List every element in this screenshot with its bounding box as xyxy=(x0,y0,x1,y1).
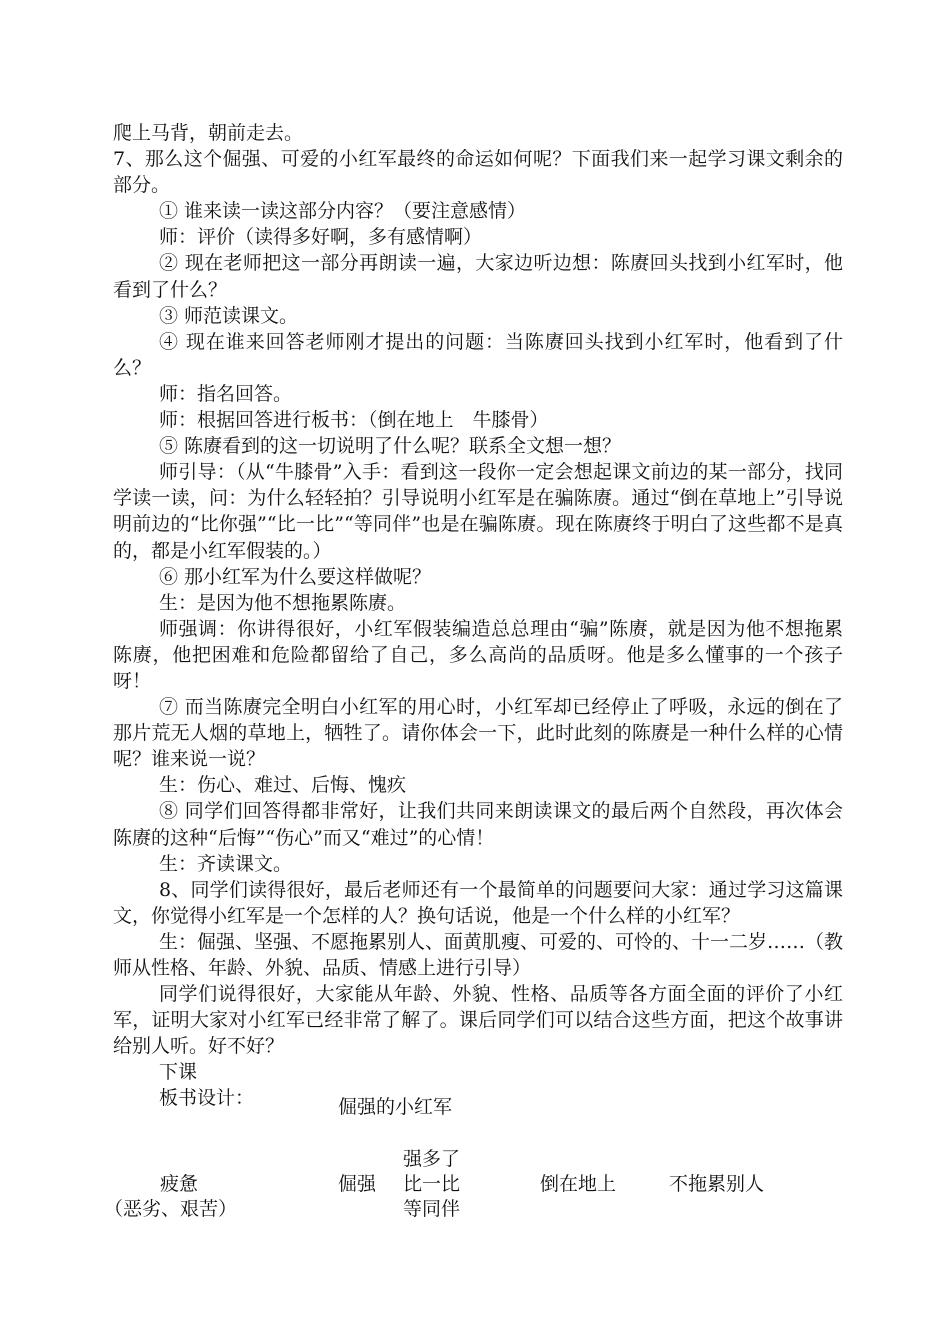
paragraph: 7、那么这个倔强、可爱的小红军最终的命运如何呢？下面我们来一起学习课文剩余的部分。 xyxy=(113,148,843,197)
board-item-elie-jianku: （恶劣、艰苦） xyxy=(104,1198,238,1220)
paragraph: 师引导：（从“牛膝骨”入手：看到这一段你一定会想起课文前边的某一部分，找同学读一读，问：为什么轻轻拍？引导说明小红军是在骗陈赓。通过“倒在草地上”引导说明前边的“比你强”“比一比”“等同伴”也是在骗陈赓。现在陈赓终于明白了这些都不是真的，都是小红军假装的。） xyxy=(113,461,843,562)
paragraph: 爬上马背，朝前走去。 xyxy=(113,122,304,144)
paragraph: 师强调：你讲得很好，小红军假装编造总总理由“骗”陈赓，就是因为他不想拖累陈赓，他把困难和危险都留给了自己，多么高尚的品质呀。他是多么懂事的一个孩子呀！ xyxy=(113,617,843,692)
paragraph: 师：指名回答。 xyxy=(159,382,293,405)
paragraph: 师：评价（读得多好啊，多有感情啊） xyxy=(159,226,483,249)
board-item-qiang-duo-le: 强多了 xyxy=(403,1148,461,1170)
board-item-bi-yi-bi: 比一比 xyxy=(403,1173,461,1195)
paragraph: 板书设计： xyxy=(159,1087,255,1110)
paragraph: ④ 现在谁来回答老师刚才提出的问题：当陈赓回头找到小红军时，他看到了什么？ xyxy=(113,330,843,379)
board-title: 倔强的小红军 xyxy=(338,1096,453,1118)
paragraph: ⑦ 而当陈赓完全明白小红军的用心时，小红军却已经停止了呼吸，永远的倒在了那片荒无人烟的草地上，牺牲了。请你体会一下，此时此刻的陈赓是一种什么样的心情呢？谁来说一说？ xyxy=(113,696,843,771)
paragraph: ⑧ 同学们回答得都非常好，让我们共同来朗读课文的最后两个自然段，再次体会陈赓的这种“后悔”“伤心”而又“难过”的心情！ xyxy=(113,800,843,849)
board-item-dao-zai-di-shang: 倒在地上 xyxy=(540,1173,617,1195)
board-item-deng-tongban: 等同伴 xyxy=(403,1198,461,1220)
paragraph: 8、同学们读得很好，最后老师还有一个最简单的问题要问大家：通过学习这篇课文，你觉得小红军是一个怎样的人？换句话说，他是一个什么样的小红军？ xyxy=(113,878,843,927)
paragraph: 生：齐读课文。 xyxy=(159,852,293,875)
paragraph: 同学们说得很好，大家能从年龄、外貌、性格、品质等各方面全面的评价了小红军，证明大家对小红军已经非常了解了。课后同学们可以结合这些方面，把这个故事讲给别人听。好不好？ xyxy=(113,983,843,1058)
board-item-pibei: 疲惫 xyxy=(160,1173,199,1195)
board-item-bu-tuolei: 不拖累别人 xyxy=(669,1173,765,1195)
paragraph: ③ 师范读课文。 xyxy=(159,304,299,327)
paragraph: 师：根据回答进行板书：（倒在地上 牛膝骨） xyxy=(159,409,549,432)
paragraph: 生：伤心、难过、后悔、愧疚 xyxy=(159,774,407,797)
paragraph: 生：倔强、坚强、不愿拖累别人、面黄肌瘦、可爱的、可怜的、十一二岁……（教师从性格、年龄、外貌、品质、情感上进行引导） xyxy=(113,930,844,979)
paragraph: ① 谁来读一读这部分内容？（要注意感情） xyxy=(159,200,527,223)
paragraph: ② 现在老师把这一部分再朗读一遍，大家边听边想：陈赓回头找到小红军时，他看到了什么？ xyxy=(113,252,843,301)
paragraph: ⑤ 陈赓看到的这一切说明了什么呢？联系全文想一想？ xyxy=(159,435,622,458)
paragraph: ⑥ 那小红军为什么要这样做呢？ xyxy=(159,565,432,588)
paragraph: 生：是因为他不想拖累陈赓。 xyxy=(159,591,407,614)
paragraph: 下课 xyxy=(159,1061,198,1084)
board-item-juejiang: 倔强 xyxy=(338,1173,377,1195)
